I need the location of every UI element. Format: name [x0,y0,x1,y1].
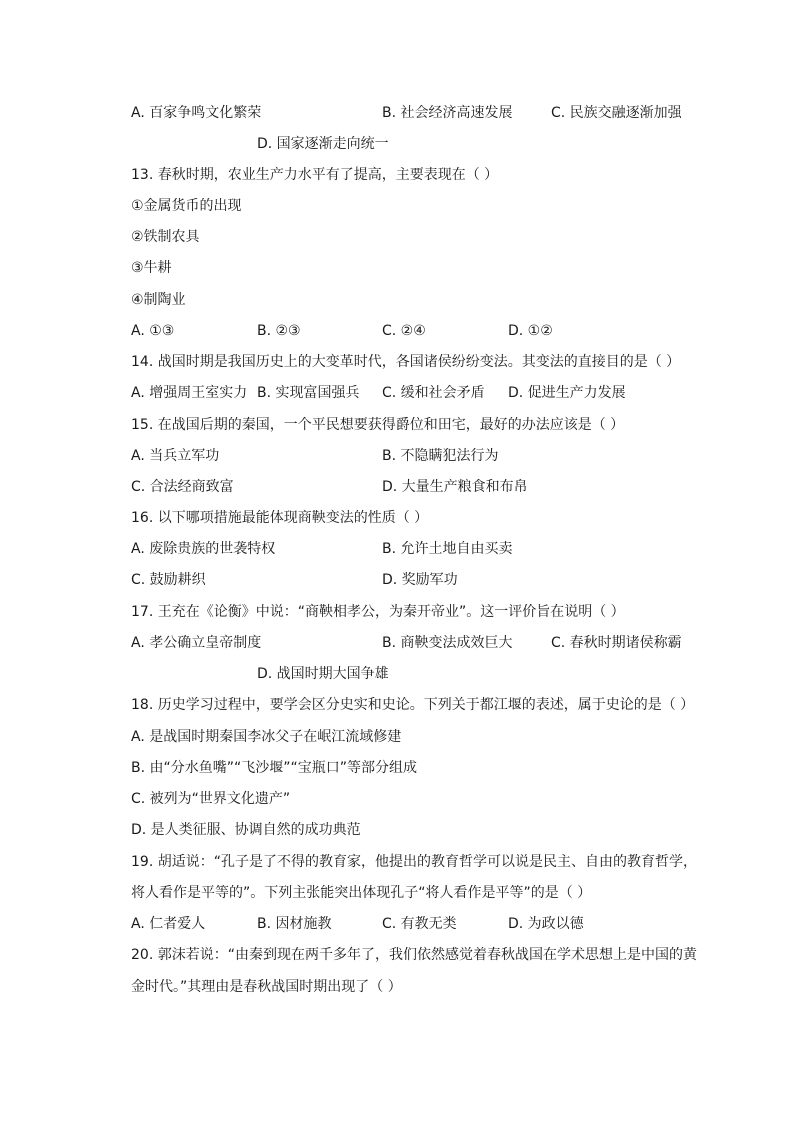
q16-stem: 16. 以下哪项措施最能体现商鞅变法的性质（ ） [131,510,429,526]
q14-option-d[interactable]: D. 促进生产力发展 [508,385,626,401]
q15-option-b[interactable]: B. 不隐瞒犯法行为 [382,448,499,464]
q13-option-d[interactable]: D. ①② [508,323,553,339]
q17-stem: 17. 王充在《论衡》中说：“商鞅相孝公，为秦开帝业”。这一评价旨在说明（ ） [131,604,625,620]
q15-option-d[interactable]: D. 大量生产粮食和布帛 [382,479,528,495]
q15-option-a[interactable]: A. 当兵立军功 [131,448,220,464]
q13-option-b[interactable]: B. ②③ [257,323,301,339]
q12-option-c[interactable]: C. 民族交融逐渐加强 [551,105,682,121]
q18-option-b[interactable]: B. 由“分水鱼嘴”“飞沙堰”“宝瓶口”等部分组成 [131,760,418,776]
q18-option-d[interactable]: D. 是人类征服、协调自然的成功典范 [131,822,361,838]
q12-option-b[interactable]: B. 社会经济高速发展 [382,105,513,121]
q19-stem-line-2: 将人看作是平等的”。下列主张能突出体现孔子“将人看作是平等”的是（ ） [131,885,592,901]
q19-option-c[interactable]: C. 有教无类 [382,916,457,932]
q19-option-b[interactable]: B. 因材施教 [257,916,332,932]
q20-stem-line-1: 20. 郭沫若说：“由秦到现在两千多年了，我们依然感觉着春秋战国在学术思想上是中国的黄 [131,947,697,963]
q18-stem: 18. 历史学习过程中，要学会区分史实和史论。下列关于都江堰的表述，属于史论的是（ ） [131,697,695,713]
q20-stem-line-2: 金时代。”其理由是春秋战国时期出现了（ ） [131,979,402,995]
q13-option-c[interactable]: C. ②④ [382,323,426,339]
q18-option-c[interactable]: C. 被列为“世界文化遗产” [131,791,291,807]
q16-option-b[interactable]: B. 允许土地自由买卖 [382,541,513,557]
q17-option-d[interactable]: D. 战国时期大国争雄 [257,666,389,682]
q17-option-a[interactable]: A. 孝公确立皇帝制度 [131,635,262,651]
q14-stem: 14. 战国时期是我国历史上的大变革时代，各国诸侯纷纷变法。其变法的直接目的是（ ） [131,354,681,370]
q13-item-4: ④制陶业 [131,292,186,308]
q17-option-c[interactable]: C. 春秋时期诸侯称霸 [551,635,682,651]
q13-item-2: ②铁制农具 [131,229,200,245]
q12-option-a[interactable]: A. 百家争鸣文化繁荣 [131,105,262,121]
q16-option-a[interactable]: A. 废除贵族的世袭特权 [131,541,276,557]
q17-option-b[interactable]: B. 商鞅变法成效巨大 [382,635,513,651]
q16-option-c[interactable]: C. 鼓励耕织 [131,572,206,588]
q14-option-a[interactable]: A. 增强周王室实力 [131,385,248,401]
q19-option-d[interactable]: D. 为政以德 [508,916,584,932]
q15-option-c[interactable]: C. 合法经商致富 [131,479,234,495]
q19-option-a[interactable]: A. 仁者爱人 [131,916,206,932]
q18-option-a[interactable]: A. 是战国时期秦国李冰父子在岷江流域修建 [131,729,402,745]
q13-option-a[interactable]: A. ①③ [131,323,175,339]
q14-option-c[interactable]: C. 缓和社会矛盾 [382,385,485,401]
q16-option-d[interactable]: D. 奖励军功 [382,572,458,588]
q14-option-b[interactable]: B. 实现富国强兵 [257,385,360,401]
q12-option-d[interactable]: D. 国家逐渐走向统一 [257,136,389,152]
q13-stem: 13. 春秋时期，农业生产力水平有了提高，主要表现在（ ） [131,167,499,183]
q13-item-1: ①金属货币的出现 [131,198,242,214]
q19-stem-line-1: 19. 胡适说：“孔子是了不得的教育家，他提出的教育哲学可以说是民主、自由的教育哲学， [131,854,697,870]
q13-item-3: ③牛耕 [131,260,172,276]
q15-stem: 15. 在战国后期的秦国，一个平民想要获得爵位和田宅，最好的办法应该是（ ） [131,417,625,433]
